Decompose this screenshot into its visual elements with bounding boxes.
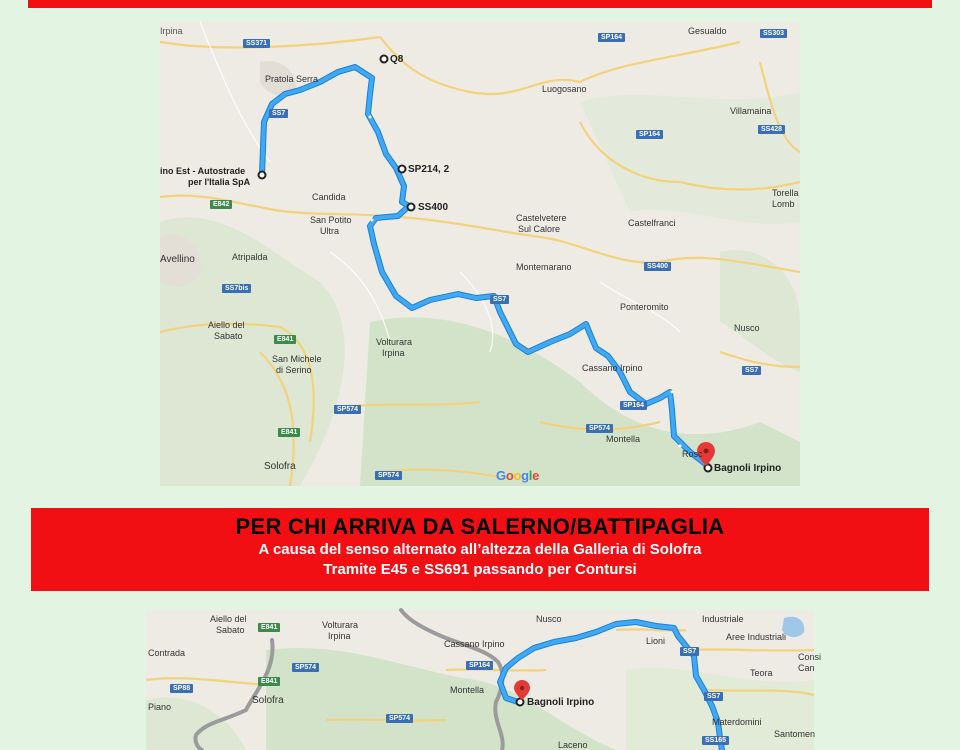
- town-montemarano: Montemarano: [516, 262, 572, 272]
- shield-ss371: SS371: [243, 39, 270, 48]
- town-sanmichele-2: di Serino: [276, 365, 312, 375]
- destination-label: Bagnoli Irpino: [714, 463, 782, 474]
- town-aiello-1: Aiello del: [208, 320, 245, 330]
- map2-shield-e841-a: E841: [258, 623, 280, 632]
- start-label-1: ino Est - Autostrade: [160, 166, 246, 176]
- map2-town-aree: Aree Industriali: [726, 632, 787, 642]
- town-aiello-2: Sabato: [214, 331, 243, 341]
- shield-ss7-c: SS7: [742, 366, 761, 375]
- town-volturara-2: Irpina: [382, 348, 405, 358]
- map2-shield-e841-b: E841: [258, 677, 280, 686]
- town-torella-2: Lomb: [772, 199, 795, 209]
- town-sanpotito-2: Ultra: [320, 226, 340, 236]
- town-villamaina: Villamaina: [730, 106, 772, 116]
- town-gesualdo: Gesualdo: [688, 26, 727, 36]
- map2-town-industriale: Industriale: [702, 614, 744, 624]
- map2-town-cana: Can: [798, 663, 815, 673]
- town-candida: Candida: [312, 192, 346, 202]
- map2-shield-sp164: SP164: [466, 661, 493, 670]
- map2-shield-sp88: SP88: [170, 684, 193, 693]
- route-map-north[interactable]: [160, 22, 800, 486]
- shield-ss428: SS428: [758, 125, 785, 134]
- shield-e841-b: E841: [278, 428, 300, 437]
- destination-marker: [705, 465, 712, 472]
- map2-town-conza: Consi: [798, 652, 822, 662]
- map2-town-nusco: Nusco: [536, 614, 562, 624]
- town-atripalda: Atripalda: [232, 252, 268, 262]
- map2-town-piano: Piano: [148, 702, 172, 712]
- map2-town-cassano: Cassano Irpino: [444, 639, 505, 649]
- town-solofra: Solofra: [264, 461, 296, 472]
- salerno-banner: [31, 508, 929, 591]
- town-sanmichele-1: San Michele: [272, 354, 322, 364]
- shield-sp574-c: SP574: [375, 471, 402, 480]
- town-sanpotito-1: San Potito: [310, 215, 352, 225]
- town-luogosano: Luogosano: [542, 84, 587, 94]
- map2-shield-sp574-a: SP574: [292, 663, 319, 672]
- sp214-marker: [399, 166, 406, 173]
- map2-town-solofra: Solofra: [252, 695, 284, 706]
- start-marker: [259, 172, 266, 179]
- shield-sp164-b: SP164: [636, 130, 663, 139]
- map2-town-santomen: Santomen: [774, 729, 816, 739]
- shield-e841-a: E841: [274, 335, 296, 344]
- map2-shield-ss7-a: SS7: [680, 647, 699, 656]
- map2-town-lioni: Lioni: [646, 636, 666, 646]
- map2-shield-ss7-b: SS7: [704, 692, 723, 701]
- map2-destination-label: Bagnoli Irpino: [527, 697, 595, 708]
- town-cassano: Cassano Irpino: [582, 363, 643, 373]
- town-torella-1: Torella: [772, 188, 799, 198]
- google-logo: [496, 468, 539, 483]
- google-logo-text: Google: [496, 468, 540, 483]
- banner-title: PER CHI ARRIVA DA SALERNO/BATTIPAGLIA: [235, 514, 725, 539]
- ss400-label: SS400: [418, 202, 449, 213]
- map2-town-aiello-1: Aiello del: [210, 614, 247, 624]
- map2-town-volturara-2: Irpina: [328, 631, 351, 641]
- shield-ss7-a: SS7: [269, 109, 288, 118]
- town-volturara-1: Volturara: [376, 337, 413, 347]
- town-nusco: Nusco: [734, 323, 760, 333]
- map2-canvas: [146, 610, 814, 750]
- town-ponteromito: Ponteromito: [620, 302, 669, 312]
- town-castelvetere-1: Castelvetere: [516, 213, 567, 223]
- shield-sp164-c: SP164: [620, 401, 647, 410]
- q8-marker: [381, 56, 388, 63]
- town-avellino: Avellino: [160, 254, 195, 265]
- town-castelvetere-2: Sul Calore: [518, 224, 561, 234]
- map2-town-laceno: Laceno: [558, 740, 588, 750]
- banner-line-2: Tramite E45 e SS691 passando per Contursi: [323, 561, 637, 578]
- shield-sp574-b: SP574: [586, 424, 613, 433]
- route-map-south[interactable]: [146, 610, 822, 750]
- town-rosc: Rosc: [682, 449, 703, 459]
- town-montella: Montella: [606, 434, 641, 444]
- map2-town-volturara-1: Volturara: [322, 620, 359, 630]
- top-red-bar: [28, 0, 932, 8]
- banner-line-1: A causa del senso alternato all’altezza della Galleria di Solofra: [258, 541, 702, 558]
- sp214-label: SP214, 2: [408, 164, 450, 175]
- map2-town-aiello-2: Sabato: [216, 625, 245, 635]
- map2-town-contrada: Contrada: [148, 648, 186, 658]
- map2-town-teora: Teora: [750, 668, 773, 678]
- shield-ss7-b: SS7: [490, 295, 509, 304]
- shield-sp574-a: SP574: [334, 405, 361, 414]
- shield-ss303: SS303: [760, 29, 787, 38]
- q8-label: Q8: [390, 54, 404, 65]
- town-castelfranci: Castelfranci: [628, 218, 676, 228]
- map2-shield-sp574-b: SP574: [386, 714, 413, 723]
- shield-ss400: SS400: [644, 262, 671, 271]
- start-label-2: per l'Italia SpA: [188, 177, 251, 187]
- map2-town-montella: Montella: [450, 685, 485, 695]
- map2-shield-ss165: SS165: [702, 736, 729, 745]
- ss400-marker: [408, 204, 415, 211]
- town-irpina: Irpina: [160, 26, 183, 36]
- shield-e842: E842: [210, 200, 232, 209]
- shield-ss7bis: SS7bis: [222, 284, 251, 293]
- town-pratola: Pratola Serra: [265, 74, 319, 84]
- map2-town-materdomini: Materdomini: [712, 717, 762, 727]
- shield-sp164-a: SP164: [598, 33, 625, 42]
